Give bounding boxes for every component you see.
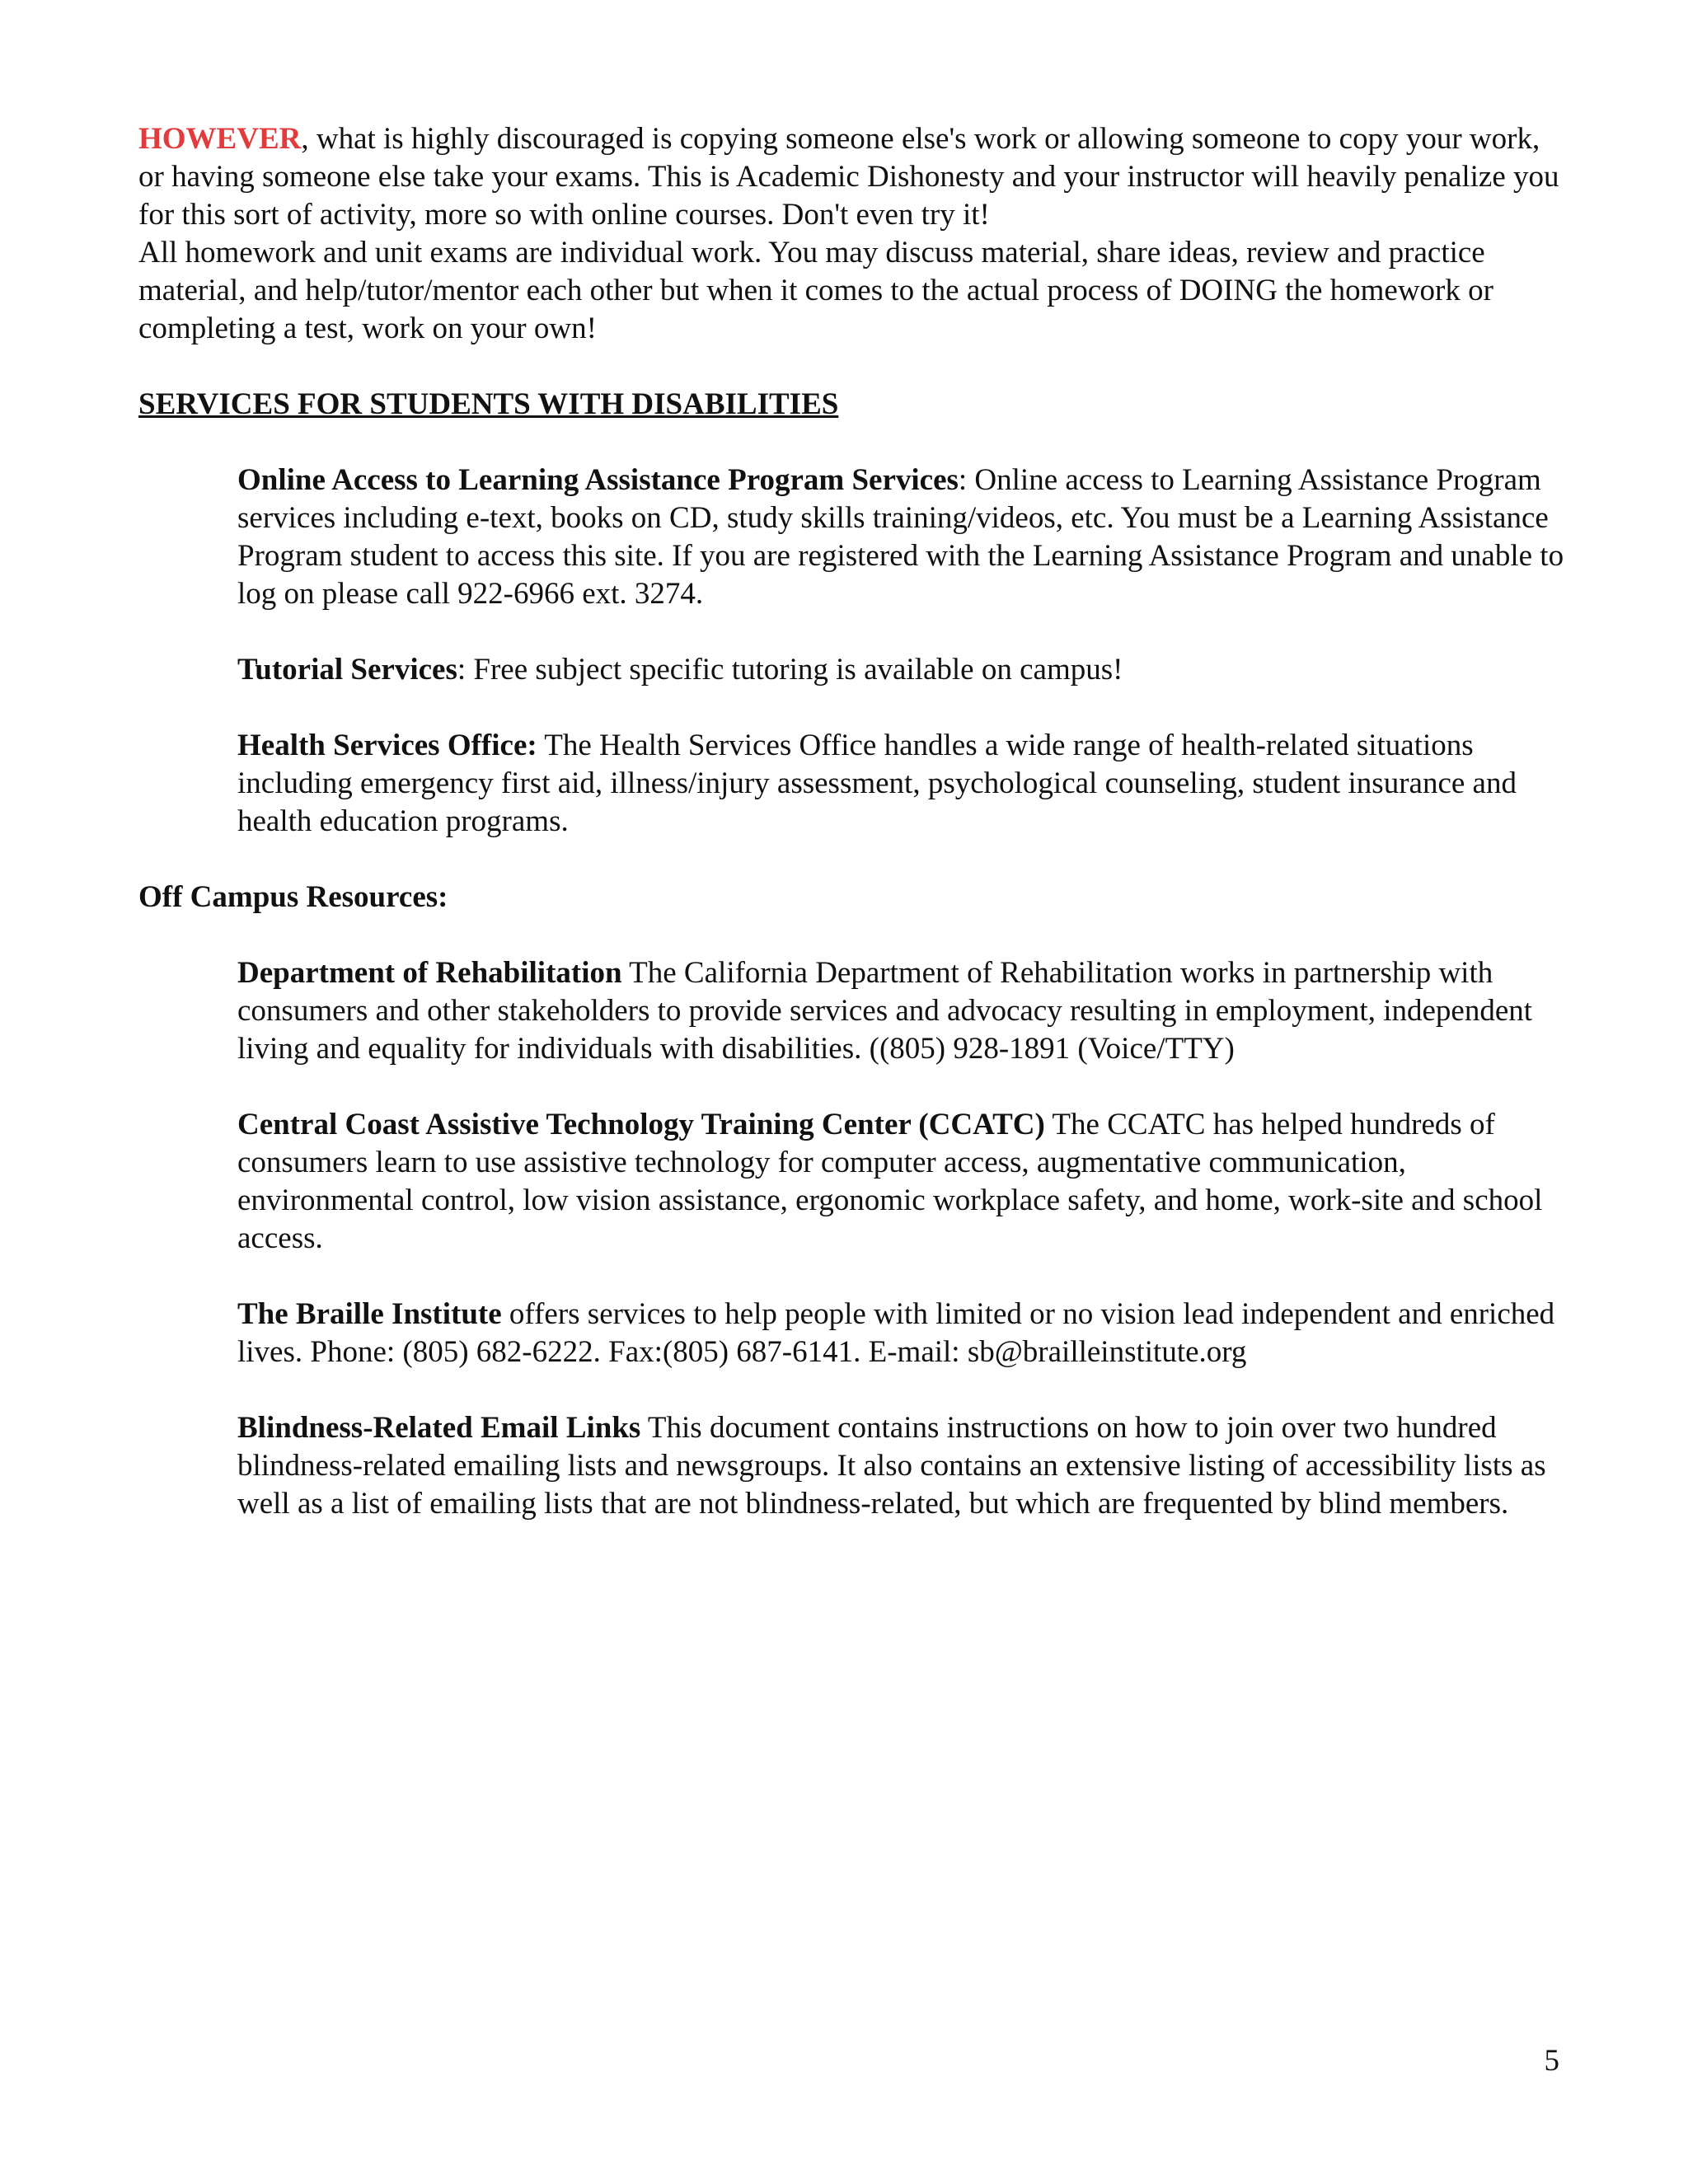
honesty-paragraph — [138, 120, 1564, 234]
entry-term: The Braille Institute — [237, 1297, 502, 1331]
entry-term: Blindness-Related Email Links — [237, 1411, 641, 1445]
entry-term: Department of Rehabilitation — [237, 956, 622, 990]
entry-braille-institute — [237, 1296, 1564, 1371]
however-emphasis: HOWEVER — [138, 122, 302, 156]
entry-term: Online Access to Learning Assistance Program Services — [237, 463, 959, 497]
page-number: 5 — [1544, 2044, 1559, 2078]
entry-description: The CCATC has helped hundreds of consumers learn to use assistive technology for computer access, augmentative communication, environmental control, low vision assistance, ergonomic workplace safety, and home, work-site and school access. — [237, 1108, 1543, 1255]
entry-tutorial-services — [237, 651, 1564, 689]
entry-blindness-email-links — [237, 1409, 1564, 1523]
off-campus-heading: Off Campus Resources: — [138, 880, 448, 914]
entry-term: Central Coast Assistive Technology Training Center (CCATC) — [237, 1108, 1045, 1141]
honesty-text: , what is highly discouraged is copying someone else's work or allowing someone to copy your work, or having someone else take your exams. This is Academic Dishonesty and your instructor will heavily penalize you for this sort of activity, more so with online courses. Don't even try it! — [138, 122, 1559, 232]
page-content — [138, 120, 1564, 1561]
entry-term: Tutorial Services — [237, 653, 457, 687]
individual-work-paragraph: All homework and unit exams are individual work. You may discuss material, share ideas, review and practice material, and help/tutor/mentor each other but when it comes to the actual process of DOING the homework or completing a test, work on your own! — [138, 236, 1493, 345]
entry-description: The California Department of Rehabilitation works in partnership with consumers and other stakeholders to provide services and advocacy resulting in employment, independent living and equality for individuals with disabilities. ((805) 928-1891 (Voice/TTY) — [237, 956, 1533, 1066]
academic-honesty-notice — [138, 120, 1564, 348]
entry-description: : Free subject specific tutoring is available on campus! — [457, 653, 1123, 687]
entry-ccatc — [237, 1106, 1564, 1258]
entry-description: : Online access to Learning Assistance Program services including e-text, books on CD, study skills training/videos, etc. You must be a Learning Assistance Program student to access this site. If you are registered with the Learning Assistance Program and unable to log on please call 922-6966 ext. 3274. — [237, 463, 1564, 611]
entry-description: offers services to help people with limited or no vision lead independent and enriched lives. Phone: (805) 682-6222. Fax:(805) 687-6141. E-mail: sb@brailleinstitute.org — [237, 1297, 1555, 1369]
entry-description: The Health Services Office handles a wide range of health-related situations including emergency first aid, illness/injury assessment, psychological counseling, student insurance and health education programs. — [237, 729, 1517, 838]
entry-online-access-lap — [237, 462, 1564, 613]
entry-dept-rehabilitation — [237, 954, 1564, 1068]
entry-description: This document contains instructions on how to join over two hundred blindness-related emailing lists and newsgroups. It also contains an extensive listing of accessibility lists as well as a list of emailing lists that are not blindness-related, but which are frequented by blind members. — [237, 1411, 1546, 1521]
entry-health-services — [237, 727, 1564, 841]
entry-term: Health Services Office: — [237, 729, 537, 762]
disability-services-heading: SERVICES FOR STUDENTS WITH DISABILITIES — [138, 387, 839, 421]
